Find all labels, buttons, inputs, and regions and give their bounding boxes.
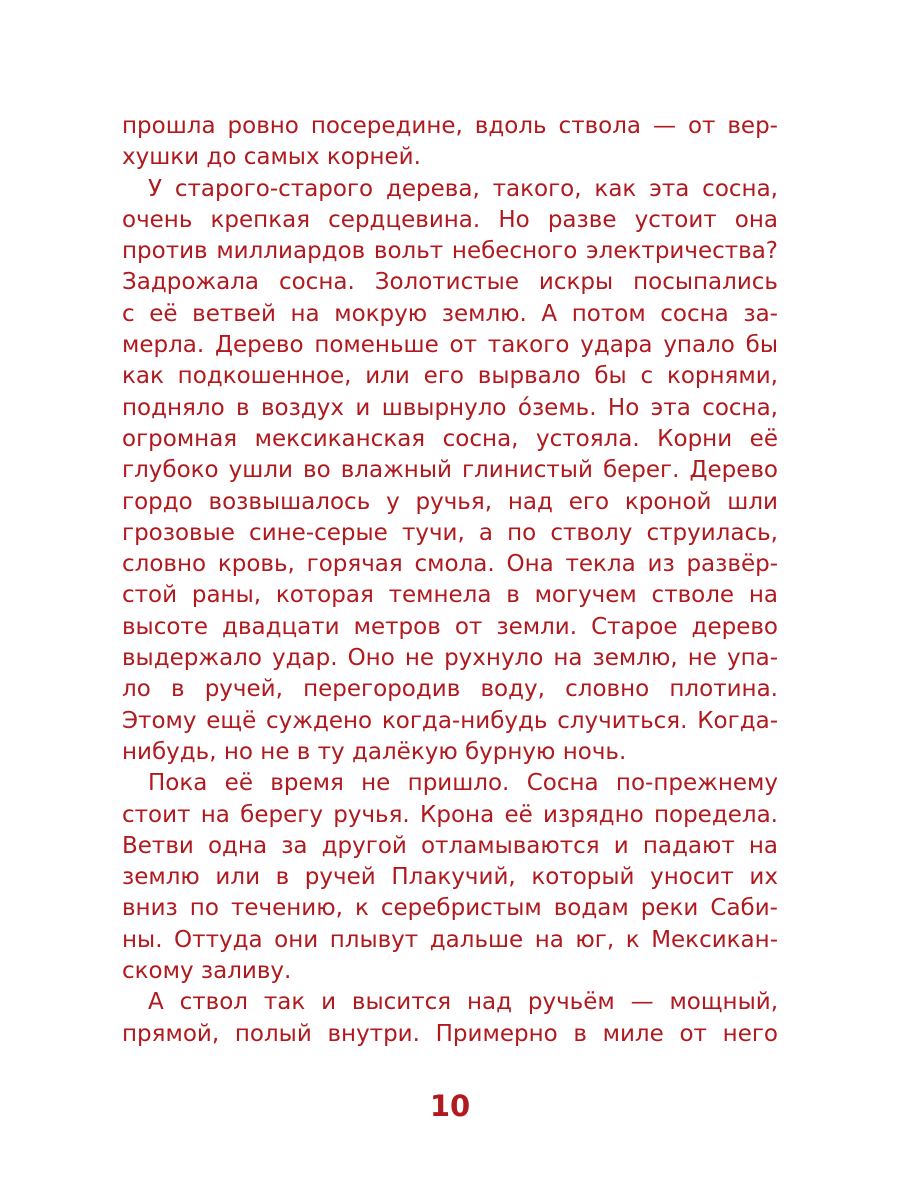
page-number: 10	[429, 1089, 471, 1123]
text-line: Этому ещё суждено когда-нибудь случиться. Когда-	[122, 707, 778, 734]
text-line: подняло в воздух и швырнуло óземь. Но эта сосна,	[122, 394, 778, 421]
paragraph	[122, 768, 778, 987]
paragraph	[122, 111, 778, 174]
text-line: скому заливу.	[122, 958, 292, 985]
text-line: очень крепкая сердцевина. Но разве устоит она	[122, 206, 778, 233]
text-line: как подкошенное, или его вырвало бы с корнями,	[122, 363, 778, 390]
text-line: стоит на берегу ручья. Крона её изрядно поредела.	[122, 801, 778, 828]
text-line: с её ветвей на мокрую землю. А потом сосна за-	[122, 300, 778, 327]
text-line: высоте двадцати метров от земли. Старое дерево	[122, 613, 778, 640]
text-line: нибудь, но не в ту далёкую бурную ночь.	[122, 738, 627, 765]
text-line: прямой, полый внутри. Примерно в миле от него	[122, 1020, 778, 1047]
text-line: вниз по течению, к серебристым водам реки Саби-	[122, 895, 778, 922]
text-line: огромная мексиканская сосна, устояла. Корни её	[122, 425, 778, 452]
text-line: выдержало удар. Оно не рухнуло на землю, не упа-	[122, 645, 778, 672]
body-text	[122, 111, 778, 1050]
text-line: грозовые сине-серые тучи, а по стволу струилась,	[122, 519, 778, 546]
text-line: Ветви одна за другой отламываются и падают на	[122, 832, 778, 859]
paragraph	[122, 987, 778, 1050]
text-line: ны. Оттуда они плывут дальше на юг, к Мексикан-	[122, 926, 778, 953]
text-line: против миллиардов вольт небесного электричества?	[122, 238, 778, 265]
text-line: прошла ровно посередине, вдоль ствола — от вер-	[122, 113, 778, 139]
text-line: ло в ручей, перегородив воду, словно плотина.	[122, 676, 778, 703]
text-line: гордо возвышалось у ручья, над его кроной шли	[122, 488, 778, 515]
text-line: Задрожала сосна. Золотистые искры посыпались	[122, 269, 778, 296]
text-line: стой раны, которая темнела в могучем стволе на	[122, 582, 778, 609]
text-line: хушки до самых корней.	[122, 144, 421, 171]
text-line: мерла. Дерево поменьше от такого удара упало бы	[122, 332, 778, 359]
text-line: Пока её время не пришло. Сосна по-прежнему	[148, 770, 778, 797]
text-line: глубоко ушли во влажный глинистый берег. Дерево	[122, 457, 778, 484]
text-line: У старого-старого дерева, такого, как эта сосна,	[148, 175, 778, 202]
text-line: словно кровь, горячая смола. Она текла из развёр-	[122, 551, 778, 578]
paragraph	[122, 174, 778, 769]
text-line: А ствол так и высится над ручьём — мощный,	[148, 989, 778, 1016]
text-line: землю или в ручей Плакучий, который уносит их	[122, 864, 778, 891]
